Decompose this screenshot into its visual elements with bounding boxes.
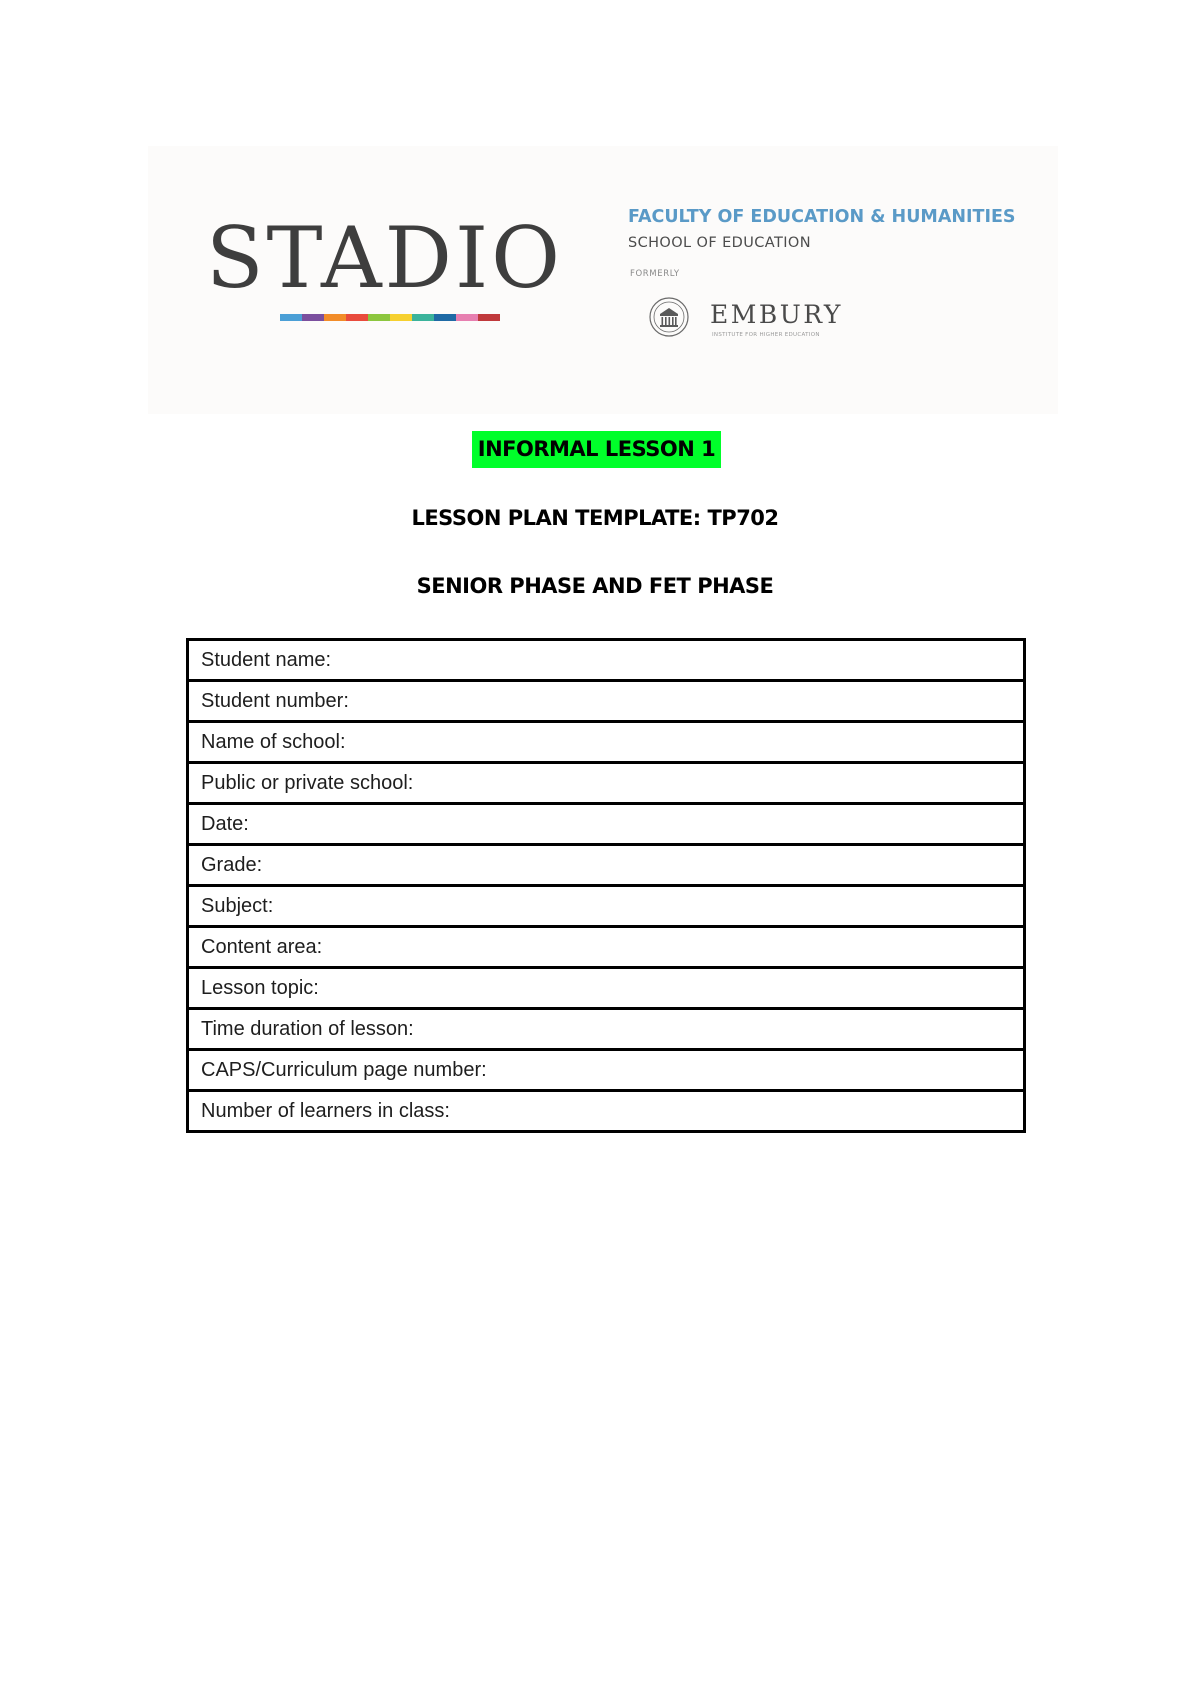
table-row (188, 722, 1025, 763)
field-student-name[interactable]: Student name: (188, 640, 1025, 681)
table-row (188, 1050, 1025, 1091)
lesson-tag: INFORMAL LESSON 1 (472, 431, 721, 468)
color-bar-segment (390, 314, 412, 321)
phase-title: SENIOR PHASE AND FET PHASE (416, 574, 774, 598)
color-bar-segment (456, 314, 478, 321)
field-grade[interactable]: Grade: (188, 845, 1025, 886)
header-banner (148, 146, 1058, 414)
faculty-title: FACULTY OF EDUCATION & HUMANITIES (628, 207, 1016, 227)
table-row (188, 640, 1025, 681)
stadio-logo: STADIO (206, 209, 564, 307)
template-title: LESSON PLAN TEMPLATE: TP702 (411, 506, 779, 530)
table-row (188, 681, 1025, 722)
field-lesson-topic[interactable]: Lesson topic: (188, 968, 1025, 1009)
color-bar-segment (368, 314, 390, 321)
field-learner-count[interactable]: Number of learners in class: (188, 1091, 1025, 1132)
color-bar-segment (280, 314, 302, 321)
color-bar-segment (478, 314, 500, 321)
table-row (188, 845, 1025, 886)
student-details-table (186, 638, 1026, 1133)
embury-name: EMBURY (710, 300, 843, 329)
color-bar-segment (412, 314, 434, 321)
table-row (188, 763, 1025, 804)
field-date[interactable]: Date: (188, 804, 1025, 845)
formerly-label: FORMERLY (630, 269, 680, 279)
table-row (188, 1091, 1025, 1132)
table-row (188, 886, 1025, 927)
color-bar-segment (324, 314, 346, 321)
field-subject[interactable]: Subject: (188, 886, 1025, 927)
field-school-name[interactable]: Name of school: (188, 722, 1025, 763)
stadio-color-bar (280, 314, 500, 321)
table-row (188, 1009, 1025, 1050)
table-row (188, 927, 1025, 968)
color-bar-segment (302, 314, 324, 321)
table-row (188, 804, 1025, 845)
field-student-number[interactable]: Student number: (188, 681, 1025, 722)
color-bar-segment (434, 314, 456, 321)
school-title: SCHOOL OF EDUCATION (628, 235, 811, 251)
field-content-area[interactable]: Content area: (188, 927, 1025, 968)
embury-tagline: INSTITUTE FOR HIGHER EDUCATION (712, 332, 820, 338)
color-bar-segment (346, 314, 368, 321)
field-time-duration[interactable]: Time duration of lesson: (188, 1009, 1025, 1050)
table-row (188, 968, 1025, 1009)
field-caps-page[interactable]: CAPS/Curriculum page number: (188, 1050, 1025, 1091)
field-school-type[interactable]: Public or private school: (188, 763, 1025, 804)
embury-emblem-icon (648, 296, 690, 338)
